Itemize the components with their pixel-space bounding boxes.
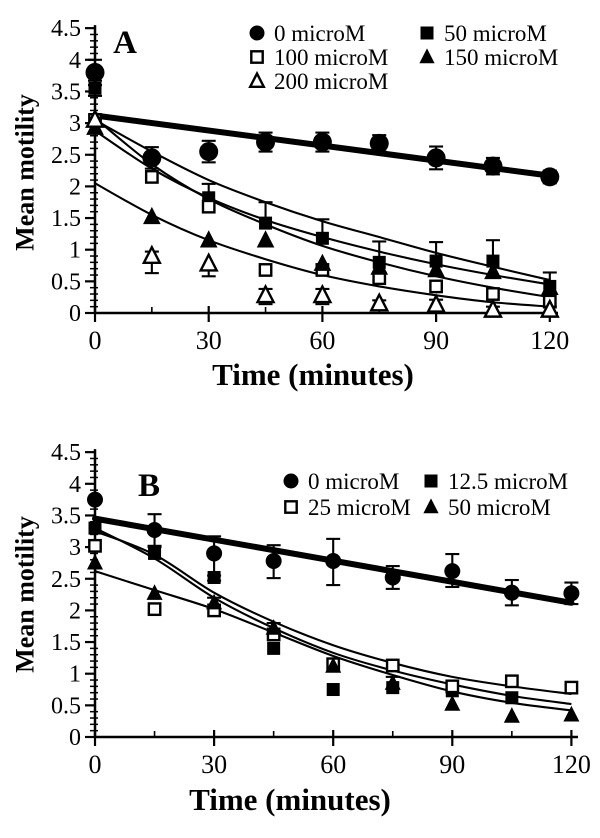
marker-square-filled (421, 27, 434, 40)
marker-square-filled (267, 642, 280, 655)
marker-triangle-filled (88, 555, 102, 569)
marker-circle-filled (325, 553, 341, 569)
marker-square-open (203, 201, 214, 212)
marker-square-filled (89, 522, 102, 535)
x-tick-label: 30 (195, 326, 222, 355)
marker-square-open (487, 288, 498, 299)
marker-square-open (387, 660, 398, 671)
marker-triangle-filled (201, 231, 217, 247)
marker-triangle-filled (314, 255, 330, 271)
legend-item (421, 21, 547, 46)
marker-square-filled (208, 571, 221, 584)
legend-item (425, 469, 569, 494)
y-tick-label: 2.5 (51, 142, 81, 169)
panel-A (51, 16, 569, 355)
marker-square-filled (327, 683, 340, 696)
x-tick-label: 0 (88, 326, 102, 355)
y-tick-label: 4.5 (51, 16, 81, 43)
marker-circle-filled (483, 157, 502, 176)
y-tick-label: 1 (69, 237, 81, 264)
x-tick-label: 90 (439, 750, 466, 779)
marker-circle-filled (313, 133, 332, 152)
panel-b-y-axis-title: Mean motility (10, 516, 40, 673)
legend-label: 200 microM (274, 69, 389, 94)
marker-triangle-open (250, 74, 264, 87)
y-tick-label: 0 (69, 301, 81, 327)
legend-label: 12.5 microM (448, 469, 569, 494)
marker-circle-filled (540, 167, 559, 186)
y-tick-label: 3 (69, 111, 81, 138)
marker-circle-filled (147, 522, 163, 538)
legend-label: 50 microM (444, 21, 547, 46)
x-tick-label: 120 (551, 750, 591, 779)
y-tick-label: 3.5 (51, 503, 81, 530)
marker-circle-filled (444, 563, 460, 579)
legend-label: 150 microM (444, 45, 559, 70)
y-tick-label: 2.5 (51, 566, 81, 593)
marker-circle-filled (385, 569, 401, 585)
marker-circle-filled (199, 142, 218, 161)
marker-triangle-open (144, 247, 160, 263)
legend-label: 50 microM (448, 495, 551, 520)
marker-square-open (285, 501, 296, 512)
marker-square-open (506, 676, 517, 687)
legend-item (250, 69, 388, 94)
marker-square-open (149, 603, 160, 614)
marker-square-filled (425, 475, 438, 488)
y-tick-label: 0 (69, 725, 81, 751)
marker-triangle-filled (445, 696, 459, 710)
legend-label: 100 microM (274, 45, 389, 70)
y-tick-label: 2 (69, 598, 81, 625)
legend-item (424, 495, 551, 520)
y-tick-label: 2 (69, 174, 81, 201)
marker-circle-filled (427, 148, 446, 167)
x-tick-label: 0 (88, 750, 102, 779)
marker-square-filled (145, 151, 158, 164)
y-tick-label: 0.5 (51, 693, 81, 720)
y-tick-label: 1 (69, 661, 81, 688)
marker-circle-filled (266, 553, 282, 569)
marker-circle-filled (504, 585, 520, 601)
marker-square-filled (259, 217, 272, 230)
marker-square-filled (316, 232, 329, 245)
marker-triangle-filled (505, 708, 519, 722)
legend (250, 21, 559, 94)
marker-square-filled (148, 547, 161, 560)
marker-triangle-filled (258, 231, 274, 247)
marker-square-open (447, 681, 458, 692)
marker-triangle-filled (424, 500, 438, 513)
panel-a-x-axis-title: Time (minutes) (212, 357, 414, 392)
y-tick-label: 0.5 (51, 269, 81, 296)
marker-triangle-filled (144, 208, 160, 224)
x-tick-label: 30 (201, 750, 228, 779)
y-tick-label: 4 (69, 47, 81, 74)
legend-label: 0 microM (274, 21, 366, 46)
marker-circle-filled (86, 63, 105, 82)
legend-item (250, 21, 366, 46)
marker-triangle-open (371, 295, 387, 311)
marker-circle-filled (563, 585, 579, 601)
panel-b-letter: B (137, 468, 160, 504)
marker-triangle-filled (420, 50, 434, 63)
x-tick-label: 120 (530, 326, 570, 355)
legend-item (420, 45, 558, 70)
panel-b-x-axis-title: Time (minutes) (189, 782, 391, 817)
panel-a-letter: A (113, 25, 137, 61)
marker-square-filled (89, 82, 102, 95)
legend-item (284, 469, 400, 494)
y-tick-label: 1.5 (51, 206, 81, 233)
marker-triangle-open (428, 296, 444, 312)
y-tick-label: 1.5 (51, 630, 81, 657)
marker-square-open (430, 281, 441, 292)
panel-a-y-axis-title: Mean motility (10, 94, 40, 251)
y-tick-label: 4 (69, 471, 81, 498)
x-tick-label: 60 (309, 326, 336, 355)
marker-square-open (260, 264, 271, 275)
y-tick-label: 4.5 (51, 440, 81, 467)
y-tick-label: 3 (69, 535, 81, 562)
legend-label: 0 microM (308, 469, 400, 494)
marker-circle-filled (370, 134, 389, 153)
marker-circle-filled (206, 545, 222, 561)
marker-square-filled (505, 691, 518, 704)
x-tick-label: 60 (320, 750, 347, 779)
marker-square-open (89, 540, 100, 551)
legend-label: 25 microM (308, 495, 411, 520)
legend-item (285, 495, 411, 520)
marker-triangle-open (201, 255, 217, 271)
marker-circle-filled (250, 26, 265, 41)
y-tick-label: 3.5 (51, 79, 81, 106)
marker-circle-filled (256, 133, 275, 152)
marker-square-open (566, 682, 577, 693)
marker-square-open (146, 171, 157, 182)
marker-square-open (251, 51, 262, 62)
marker-circle-filled (284, 474, 299, 489)
x-tick-label: 90 (423, 326, 450, 355)
marker-circle-filled (87, 492, 103, 508)
legend (284, 469, 569, 520)
legend-item (251, 45, 388, 70)
